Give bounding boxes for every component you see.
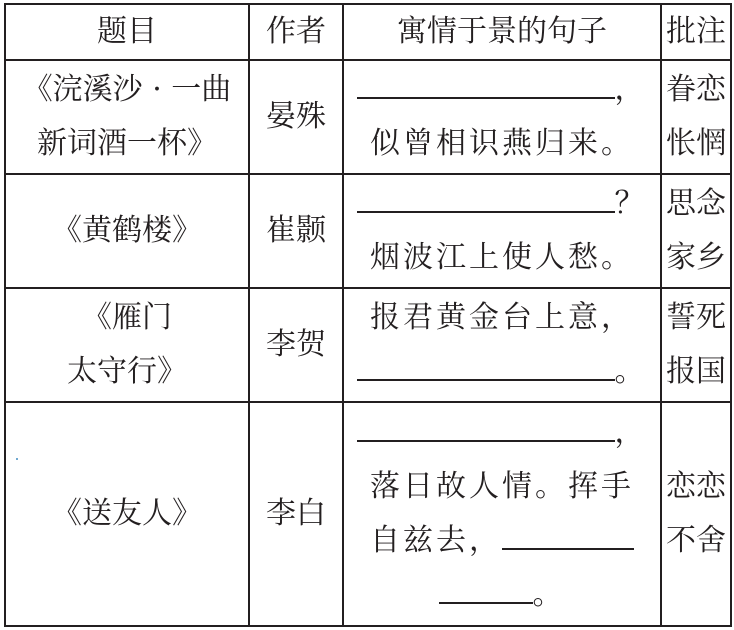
note-cell bbox=[661, 402, 731, 626]
poem-title-cell bbox=[5, 174, 249, 288]
note-cell bbox=[661, 174, 731, 288]
poem-title: 《雁门 bbox=[82, 300, 172, 335]
header-note: 批注 bbox=[661, 4, 731, 60]
poem-title: 太守行》 bbox=[67, 354, 187, 389]
note-cell bbox=[661, 288, 731, 402]
answer-blank[interactable] bbox=[439, 568, 533, 604]
author-cell: 李贺 bbox=[249, 288, 343, 402]
poem-title-cell bbox=[5, 60, 249, 174]
header-row bbox=[5, 4, 731, 60]
sentence-cell bbox=[343, 402, 661, 626]
poem-title: 《浣溪沙 · 一曲 bbox=[22, 72, 232, 107]
header-author: 作者 bbox=[249, 4, 343, 60]
poem-table bbox=[4, 3, 732, 627]
answer-blank[interactable] bbox=[502, 514, 634, 550]
poem-title: 《黄鹤楼》 bbox=[52, 213, 202, 248]
note-cell bbox=[661, 60, 731, 174]
header-title: 题目 bbox=[5, 4, 249, 60]
note-text: 家乡 bbox=[666, 240, 726, 275]
fill-line: 。 bbox=[344, 568, 660, 622]
answer-blank[interactable] bbox=[357, 63, 615, 99]
sentence-cell bbox=[343, 60, 661, 174]
poem-title: 《送友人》 bbox=[52, 496, 202, 531]
note-text: 怅惘 bbox=[666, 126, 726, 161]
note-text: 思念 bbox=[666, 186, 726, 221]
table-row bbox=[5, 174, 731, 288]
answer-blank[interactable] bbox=[357, 406, 615, 442]
fill-line: 。 bbox=[344, 345, 660, 399]
answer-blank[interactable] bbox=[357, 345, 615, 381]
sentence-cell bbox=[343, 288, 661, 402]
fill-line: ， bbox=[344, 63, 660, 117]
note-text: 报国 bbox=[666, 354, 726, 389]
author-cell: 李白 bbox=[249, 402, 343, 626]
fill-line: 自兹去， bbox=[344, 514, 660, 568]
sentence-text: 似曾相识燕归来。 bbox=[370, 126, 634, 161]
fill-line: ？ bbox=[344, 177, 660, 231]
answer-blank[interactable] bbox=[357, 177, 615, 213]
author-cell: 晏殊 bbox=[249, 60, 343, 174]
note-text: 不舍 bbox=[666, 523, 726, 558]
speck-mark bbox=[16, 458, 18, 460]
fill-line: ， bbox=[344, 406, 660, 460]
note-text: 誓死 bbox=[666, 300, 726, 335]
note-text: 眷恋 bbox=[666, 72, 726, 107]
poem-title: 新词酒一杯》 bbox=[37, 126, 217, 161]
poem-title-cell bbox=[5, 402, 249, 626]
table-row bbox=[5, 402, 731, 626]
table-row bbox=[5, 288, 731, 402]
note-text: 恋恋 bbox=[666, 469, 726, 504]
sentence-text: 报君黄金台上意， bbox=[370, 300, 634, 335]
sentence-cell bbox=[343, 174, 661, 288]
sentence-text: 落日故人情。挥手 bbox=[370, 469, 634, 504]
poem-title-cell bbox=[5, 288, 249, 402]
table-row bbox=[5, 60, 731, 174]
author-cell: 崔颢 bbox=[249, 174, 343, 288]
sentence-text: 烟波江上使人愁。 bbox=[370, 240, 634, 275]
header-sentence: 寓情于景的句子 bbox=[343, 4, 661, 60]
